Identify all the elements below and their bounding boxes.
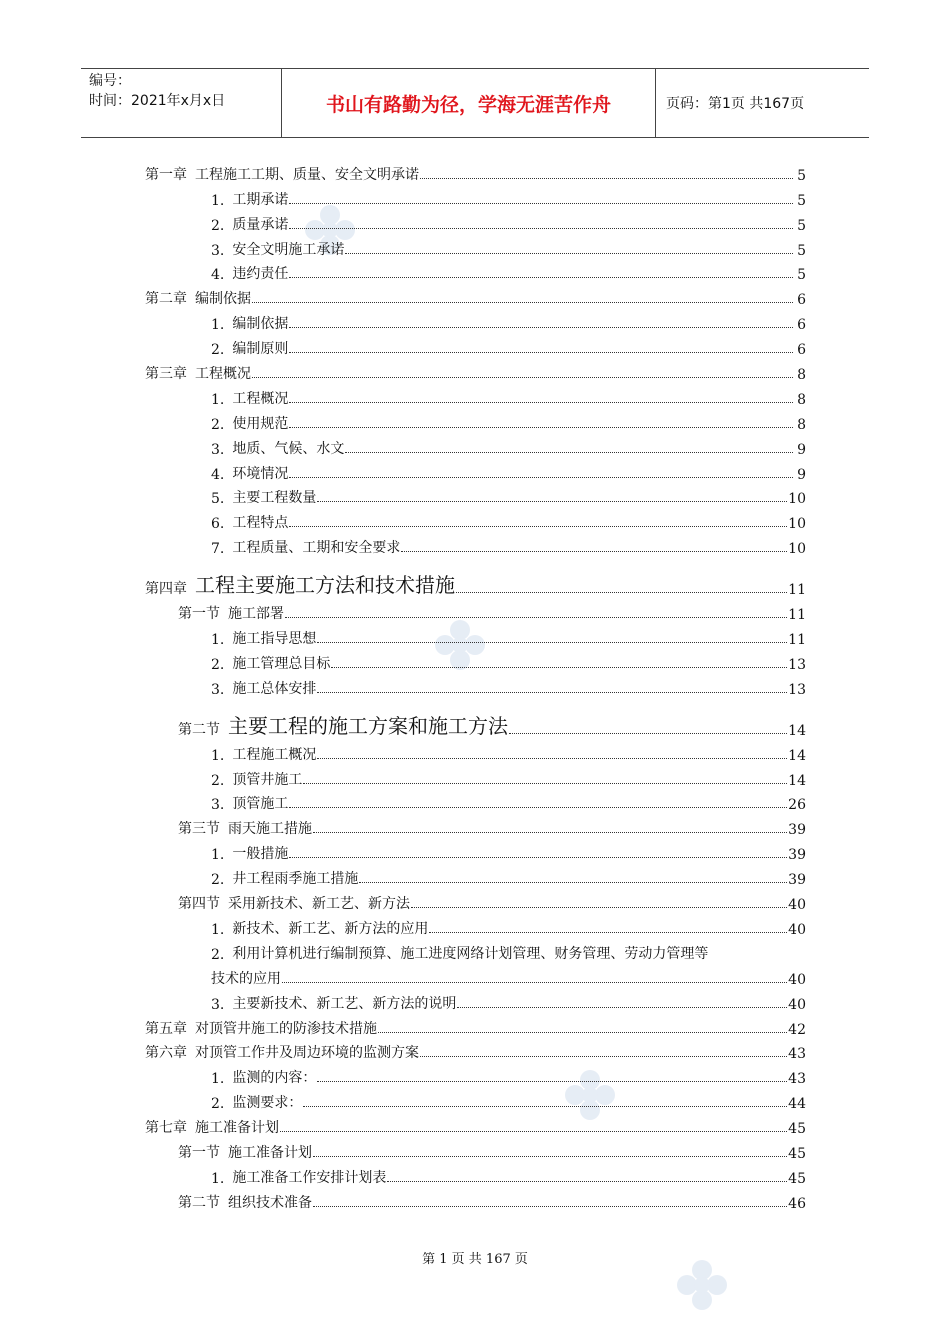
toc-leader-dots bbox=[289, 203, 793, 204]
toc-leader-dots bbox=[303, 1106, 787, 1107]
toc-entry bbox=[145, 358, 806, 383]
toc-leader-dots bbox=[317, 758, 787, 759]
toc-entry-title: 对顶管井施工的防渗技术措施 bbox=[195, 1020, 377, 1037]
toc-entry-number: 2. bbox=[211, 217, 225, 234]
toc-entry-number: 4. bbox=[211, 267, 225, 284]
toc-entry bbox=[145, 1162, 806, 1187]
toc-leader-dots bbox=[285, 617, 787, 618]
toc-entry bbox=[145, 159, 806, 184]
toc-entry-number: 1. bbox=[211, 1071, 225, 1088]
toc-entry-number: 1. bbox=[211, 1170, 225, 1187]
toc-leader-dots bbox=[289, 228, 793, 229]
toc-entry-page: 5 bbox=[797, 217, 806, 234]
toc-entry bbox=[145, 333, 806, 358]
toc-leader-dots bbox=[429, 932, 787, 933]
toc-entry bbox=[145, 598, 806, 623]
toc-entry bbox=[145, 764, 806, 789]
toc-entry bbox=[145, 259, 806, 284]
toc-entry-title: 技术的应用 bbox=[211, 970, 281, 987]
toc-leader-dots bbox=[280, 1131, 787, 1132]
toc-entry-page: 39 bbox=[788, 847, 806, 864]
toc-entry bbox=[145, 863, 806, 888]
toc-entry-page: 11 bbox=[788, 607, 806, 624]
toc-leader-dots bbox=[289, 277, 793, 278]
header-page-label: 页码：第1页 共167页 bbox=[666, 96, 805, 112]
toc-entry-title: 采用新技术、新工艺、新方法 bbox=[228, 896, 410, 913]
page-header bbox=[81, 68, 869, 138]
toc-entry-number: 第一节 bbox=[178, 1144, 220, 1161]
toc-entry-title: 施工总体安排 bbox=[232, 680, 317, 697]
toc-entry-page: 8 bbox=[797, 391, 806, 408]
toc-entry-number: 第七章 bbox=[145, 1120, 187, 1137]
page-footer: 第 1 页 共 167 页 bbox=[422, 1252, 528, 1267]
toc-leader-dots bbox=[387, 1181, 787, 1182]
toc-entry-page: 5 bbox=[797, 167, 806, 184]
toc-entry-title: 主要新技术、新工艺、新方法的说明 bbox=[232, 995, 457, 1012]
toc-entry bbox=[145, 813, 806, 838]
toc-entry-title: 安全文明施工承诺 bbox=[232, 241, 345, 258]
toc-entry bbox=[145, 433, 806, 458]
toc-entry-title: 施工准备计划 bbox=[195, 1120, 279, 1137]
toc-entry bbox=[145, 913, 806, 938]
toc-entry-title: 顶管井施工 bbox=[232, 771, 303, 788]
header-motto: 书山有路勤为径，学海无涯苦作舟 bbox=[282, 69, 656, 137]
toc-entry-page: 6 bbox=[797, 342, 806, 359]
toc-entry-title: 对顶管工作井及周边环境的监测方案 bbox=[195, 1045, 419, 1062]
toc-entry bbox=[145, 557, 806, 598]
toc-leader-dots bbox=[359, 882, 787, 883]
toc-entry bbox=[145, 234, 806, 259]
toc-entry-title: 工程主要施工方法和技术措施 bbox=[195, 573, 455, 598]
toc-entry-number: 1. bbox=[211, 921, 225, 938]
toc-entry-number: 第二节 bbox=[178, 1194, 220, 1211]
toc-entry-number: 第二节 bbox=[178, 721, 220, 738]
toc-entry bbox=[145, 283, 806, 308]
toc-entry-title: 工程概况 bbox=[195, 366, 251, 383]
toc-entry-title: 利用计算机进行编制预算、施工进度网络计划管理、财务管理、劳动力管理等 bbox=[232, 945, 709, 962]
toc-leader-dots bbox=[289, 526, 787, 527]
toc-entry-continuation bbox=[145, 963, 806, 988]
toc-entry-page: 45 bbox=[788, 1121, 806, 1138]
toc-entry-title: 工期承诺 bbox=[232, 191, 289, 208]
toc-entry-page: 10 bbox=[788, 516, 806, 533]
toc-entry-title: 使用规范 bbox=[232, 415, 289, 432]
toc-entry bbox=[145, 938, 806, 963]
toc-leader-dots bbox=[289, 807, 787, 808]
toc-entry bbox=[145, 458, 806, 483]
toc-leader-dots bbox=[289, 477, 793, 478]
toc-entry-title: 井工程雨季施工措施 bbox=[232, 871, 359, 888]
table-of-contents bbox=[145, 159, 806, 1212]
toc-entry-page: 14 bbox=[788, 747, 806, 764]
toc-leader-dots bbox=[317, 1081, 787, 1082]
toc-leader-dots bbox=[420, 1056, 787, 1057]
toc-leader-dots bbox=[303, 783, 787, 784]
toc-leader-dots bbox=[317, 692, 787, 693]
toc-entry-page: 5 bbox=[797, 267, 806, 284]
toc-entry-title: 工程概况 bbox=[232, 390, 289, 407]
toc-entry bbox=[145, 698, 806, 739]
toc-entry-number: 2. bbox=[211, 946, 225, 963]
toc-entry-number: 2. bbox=[211, 416, 225, 433]
toc-entry-number: 第一章 bbox=[145, 166, 187, 183]
toc-entry-title: 工程施工工期、质量、安全文明承诺 bbox=[195, 166, 419, 183]
toc-entry-number: 2. bbox=[211, 872, 225, 889]
toc-entry bbox=[145, 209, 806, 234]
toc-entry-title: 一般措施 bbox=[232, 846, 289, 863]
toc-entry-number: 1. bbox=[211, 847, 225, 864]
toc-entry bbox=[145, 888, 806, 913]
toc-entry-title: 主要工程的施工方案和施工方法 bbox=[228, 713, 508, 738]
toc-entry-title: 组织技术准备 bbox=[228, 1194, 312, 1211]
toc-entry-number: 3. bbox=[211, 681, 225, 698]
toc-leader-dots bbox=[289, 327, 793, 328]
toc-leader-dots bbox=[252, 377, 793, 378]
toc-entry-number: 2. bbox=[211, 1096, 225, 1113]
toc-entry-title: 新技术、新工艺、新方法的应用 bbox=[232, 920, 429, 937]
toc-leader-dots bbox=[457, 1007, 787, 1008]
toc-entry-page: 26 bbox=[788, 797, 806, 814]
toc-entry-number: 第四节 bbox=[178, 896, 220, 913]
toc-entry-number: 1. bbox=[211, 391, 225, 408]
toc-entry-title: 顶管施工 bbox=[232, 796, 289, 813]
toc-entry-title: 工程特点 bbox=[232, 515, 289, 532]
toc-entry-title: 施工管理总目标 bbox=[232, 655, 331, 672]
toc-entry-title: 施工准备工作安排计划表 bbox=[232, 1169, 387, 1186]
toc-leader-dots bbox=[411, 907, 787, 908]
toc-entry-number: 1. bbox=[211, 317, 225, 334]
toc-entry-title: 编制依据 bbox=[195, 291, 251, 308]
toc-entry-title: 工程施工概况 bbox=[232, 746, 317, 763]
toc-entry-page: 39 bbox=[788, 822, 806, 839]
toc-entry-page: 13 bbox=[788, 681, 806, 698]
toc-entry bbox=[145, 988, 806, 1013]
toc-entry-number: 1. bbox=[211, 747, 225, 764]
toc-entry-number: 1. bbox=[211, 192, 225, 209]
toc-entry-page: 8 bbox=[797, 416, 806, 433]
toc-entry bbox=[145, 673, 806, 698]
toc-entry-number: 1. bbox=[211, 632, 225, 649]
toc-entry-page: 11 bbox=[788, 632, 806, 649]
toc-leader-dots bbox=[509, 733, 787, 734]
toc-entry-page: 40 bbox=[788, 921, 806, 938]
toc-leader-dots bbox=[317, 501, 787, 502]
toc-leader-dots bbox=[313, 1206, 787, 1207]
toc-entry-number: 3. bbox=[211, 242, 225, 259]
toc-entry-page: 5 bbox=[797, 242, 806, 259]
toc-leader-dots bbox=[313, 1156, 787, 1157]
toc-entry-title: 地质、气候、水文 bbox=[232, 440, 345, 457]
toc-entry-page: 13 bbox=[788, 656, 806, 673]
toc-entry-page: 40 bbox=[788, 897, 806, 914]
toc-entry-page: 11 bbox=[788, 582, 806, 599]
toc-entry bbox=[145, 789, 806, 814]
toc-entry-page: 43 bbox=[788, 1071, 806, 1088]
toc-entry bbox=[145, 532, 806, 557]
toc-leader-dots bbox=[289, 857, 787, 858]
toc-entry-title: 编制原则 bbox=[232, 341, 289, 358]
toc-entry bbox=[145, 1112, 806, 1137]
toc-leader-dots bbox=[317, 642, 787, 643]
toc-entry-page: 5 bbox=[797, 192, 806, 209]
toc-entry-page: 39 bbox=[788, 872, 806, 889]
toc-entry bbox=[145, 1137, 806, 1162]
toc-entry-title: 施工准备计划 bbox=[228, 1144, 312, 1161]
toc-entry bbox=[145, 308, 806, 333]
toc-entry-number: 第二章 bbox=[145, 291, 187, 308]
toc-entry-number: 第六章 bbox=[145, 1045, 187, 1062]
header-meta bbox=[81, 69, 282, 137]
toc-entry bbox=[145, 1187, 806, 1212]
toc-entry bbox=[145, 1013, 806, 1038]
toc-leader-dots bbox=[345, 253, 793, 254]
toc-entry-number: 第四章 bbox=[145, 581, 187, 598]
toc-entry-title: 工程质量、工期和安全要求 bbox=[232, 540, 401, 557]
toc-leader-dots bbox=[378, 1032, 787, 1033]
toc-entry bbox=[145, 408, 806, 433]
date-label: 时间：2021年x月x日 bbox=[89, 93, 226, 109]
toc-entry-page: 40 bbox=[788, 996, 806, 1013]
toc-entry bbox=[145, 383, 806, 408]
toc-entry bbox=[145, 648, 806, 673]
toc-entry-title: 施工指导思想 bbox=[232, 631, 317, 648]
toc-entry-number: 3. bbox=[211, 797, 225, 814]
toc-entry bbox=[145, 507, 806, 532]
toc-entry-title: 雨天施工措施 bbox=[228, 821, 312, 838]
toc-entry-page: 14 bbox=[788, 772, 806, 789]
toc-leader-dots bbox=[420, 178, 793, 179]
toc-entry-page: 40 bbox=[788, 971, 806, 988]
toc-entry-page: 45 bbox=[788, 1145, 806, 1162]
toc-entry bbox=[145, 1062, 806, 1087]
toc-entry bbox=[145, 1087, 806, 1112]
toc-leader-dots bbox=[331, 667, 787, 668]
toc-leader-dots bbox=[282, 982, 787, 983]
toc-entry-number: 2. bbox=[211, 656, 225, 673]
toc-leader-dots bbox=[289, 402, 793, 403]
toc-entry bbox=[145, 184, 806, 209]
toc-entry-title: 监测的内容： bbox=[232, 1070, 317, 1087]
toc-entry-page: 8 bbox=[797, 367, 806, 384]
toc-entry-page: 10 bbox=[788, 491, 806, 508]
toc-entry-title: 主要工程数量 bbox=[232, 490, 317, 507]
toc-leader-dots bbox=[456, 592, 787, 593]
code-label: 编号： bbox=[89, 73, 131, 89]
toc-entry-number: 3. bbox=[211, 996, 225, 1013]
toc-entry-number: 5. bbox=[211, 491, 225, 508]
toc-entry-page: 6 bbox=[797, 292, 806, 309]
toc-entry-page: 10 bbox=[788, 541, 806, 558]
toc-entry bbox=[145, 483, 806, 508]
toc-entry bbox=[145, 1038, 806, 1063]
toc-entry-number: 7. bbox=[211, 541, 225, 558]
toc-entry-title: 违约责任 bbox=[232, 266, 289, 283]
toc-entry-page: 45 bbox=[788, 1170, 806, 1187]
toc-leader-dots bbox=[401, 551, 787, 552]
toc-entry-page: 9 bbox=[797, 466, 806, 483]
toc-leader-dots bbox=[252, 302, 793, 303]
toc-leader-dots bbox=[289, 352, 793, 353]
toc-entry-page: 9 bbox=[797, 441, 806, 458]
toc-entry-title: 监测要求： bbox=[232, 1095, 303, 1112]
toc-entry-number: 3. bbox=[211, 441, 225, 458]
toc-entry-number: 第五章 bbox=[145, 1020, 187, 1037]
toc-entry-number: 6. bbox=[211, 516, 225, 533]
toc-entry-title: 质量承诺 bbox=[232, 216, 289, 233]
toc-entry-title: 编制依据 bbox=[232, 316, 289, 333]
toc-entry bbox=[145, 623, 806, 648]
toc-entry bbox=[145, 739, 806, 764]
toc-entry-number: 第一节 bbox=[178, 606, 220, 623]
toc-entry-page: 44 bbox=[788, 1096, 806, 1113]
toc-entry-number: 第三章 bbox=[145, 366, 187, 383]
toc-entry-page: 46 bbox=[788, 1195, 806, 1212]
toc-entry-number: 4. bbox=[211, 466, 225, 483]
toc-entry-number: 2. bbox=[211, 772, 225, 789]
toc-entry-title: 环境情况 bbox=[232, 465, 289, 482]
toc-leader-dots bbox=[345, 452, 793, 453]
toc-entry-page: 6 bbox=[797, 317, 806, 334]
toc-entry-number: 2. bbox=[211, 342, 225, 359]
toc-leader-dots bbox=[289, 427, 793, 428]
toc-entry-number: 第三节 bbox=[178, 821, 220, 838]
toc-leader-dots bbox=[313, 832, 787, 833]
toc-entry-page: 43 bbox=[788, 1046, 806, 1063]
toc-entry-title: 施工部署 bbox=[228, 606, 284, 623]
toc-entry-page: 42 bbox=[788, 1021, 806, 1038]
toc-entry bbox=[145, 838, 806, 863]
toc-entry-page: 14 bbox=[788, 722, 806, 739]
